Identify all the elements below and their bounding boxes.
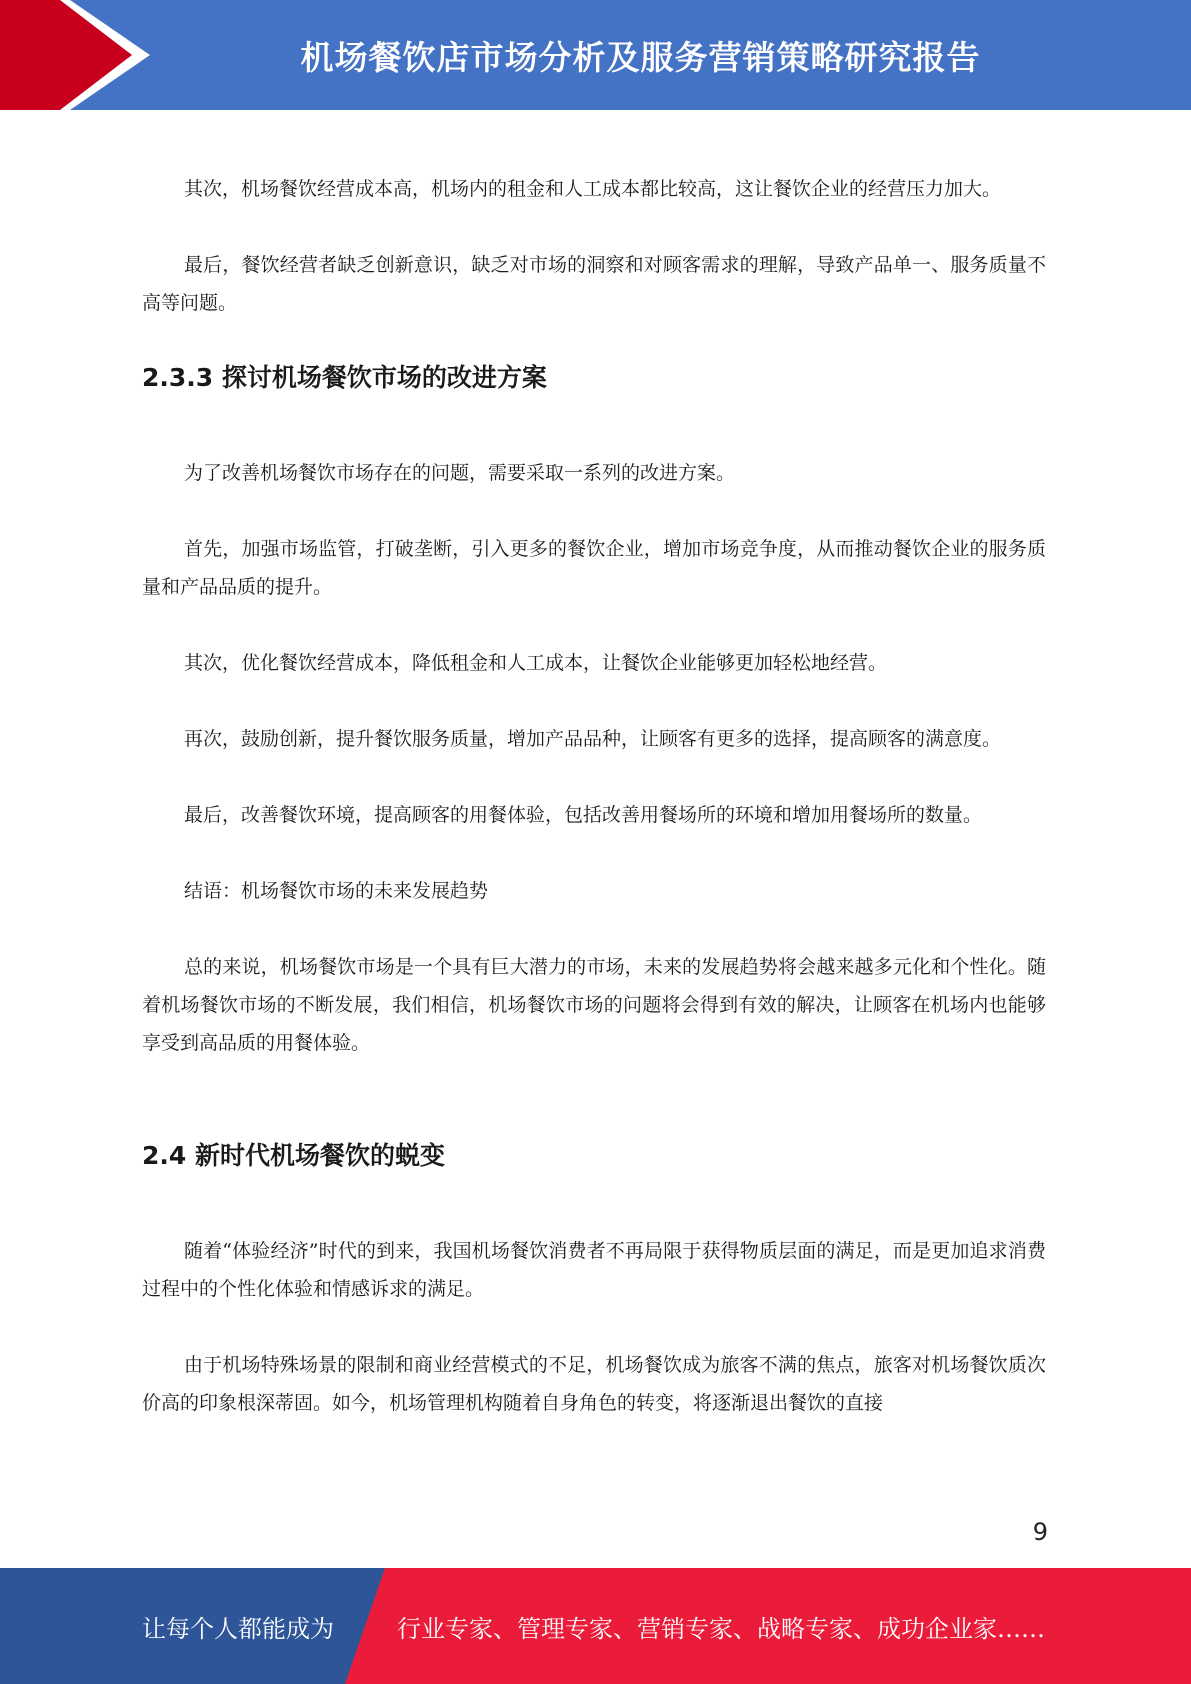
paragraph: 其次，优化餐饮经营成本，降低租金和人工成本，让餐饮企业能够更加轻松地经营。	[184, 652, 888, 674]
paragraph: 首先，加强市场监管，打破垄断，引入更多的餐饮企业，增加市场竞争度，从而推动餐饮企业的服务质量和产品品质的提升。	[142, 538, 1046, 598]
report-title: 机场餐饮店市场分析及服务营销策略研究报告	[300, 37, 981, 77]
page-footer	[0, 1568, 1191, 1684]
paragraph: 再次，鼓励创新，提升餐饮服务质量，增加产品品种，让顾客有更多的选择，提高顾客的满意度。	[184, 728, 1002, 750]
section-heading-2-3-3: 2.3.3 探讨机场餐饮市场的改进方案	[142, 363, 547, 392]
paragraph: 总的来说，机场餐饮市场是一个具有巨大潜力的市场，未来的发展趋势将会越来越多元化和个性化。随着机场餐饮市场的不断发展，我们相信，机场餐饮市场的问题将会得到有效的解决，让顾客在机场内也能够享受到高品质的用餐体验。	[142, 956, 1046, 1054]
paragraph: 最后，改善餐饮环境，提高顾客的用餐体验，包括改善用餐场所的环境和增加用餐场所的数量。	[184, 804, 983, 826]
paragraph: 由于机场特殊场景的限制和商业经营模式的不足，机场餐饮成为旅客不满的焦点，旅客对机场餐饮质次价高的印象根深蒂固。如今，机场管理机构随着自身角色的转变，将逐渐退出餐饮的直接	[142, 1354, 1046, 1414]
footer-slogan-right: 行业专家、管理专家、营销专家、战略专家、成功企业家……	[397, 1614, 1045, 1643]
paragraph: 最后，餐饮经营者缺乏创新意识，缺乏对市场的洞察和对顾客需求的理解，导致产品单一、服务质量不高等问题。	[142, 254, 1046, 314]
page-number: 9	[1032, 1518, 1048, 1546]
paragraph: 其次，机场餐饮经营成本高，机场内的租金和人工成本都比较高，这让餐饮企业的经营压力加大。	[184, 178, 1002, 200]
paragraph: 为了改善机场餐饮市场存在的问题，需要采取一系列的改进方案。	[184, 462, 736, 484]
paragraph: 结语：机场餐饮市场的未来发展趋势	[184, 880, 489, 902]
footer-slogan-left: 让每个人都能成为	[142, 1614, 334, 1643]
page-header	[0, 0, 1191, 110]
paragraph: 随着“体验经济”时代的到来，我国机场餐饮消费者不再局限于获得物质层面的满足，而是更加追求消费过程中的个性化体验和情感诉求的满足。	[142, 1240, 1046, 1300]
header-arrow-decoration	[0, 0, 150, 110]
section-heading-2-4: 2.4 新时代机场餐饮的蜕变	[142, 1141, 445, 1170]
document-body	[142, 170, 1046, 1422]
